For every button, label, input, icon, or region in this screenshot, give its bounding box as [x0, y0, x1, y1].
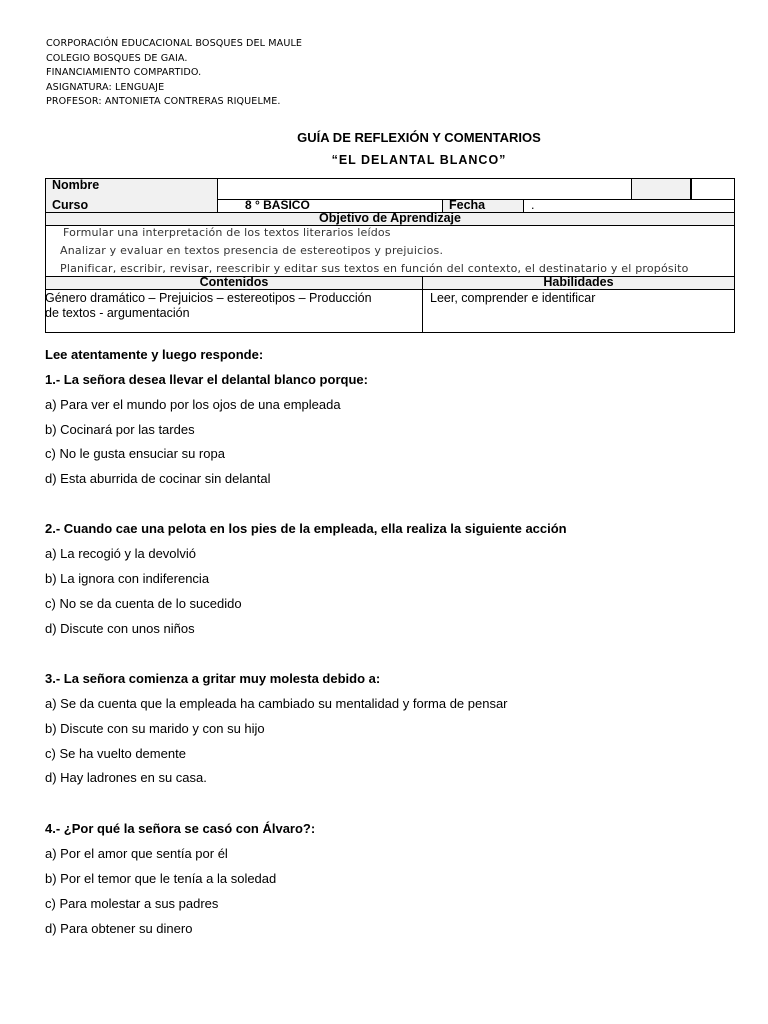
- instruction-text: Lee atentamente y luego responde:: [45, 347, 264, 362]
- question-4-option-d: d) Para obtener su dinero: [45, 921, 193, 936]
- question-3-option-b: b) Discute con su marido y con su hijo: [45, 721, 265, 736]
- question-2-option-a: a) La recogió y la devolvió: [45, 546, 197, 561]
- question-1-option-c: c) No le gusta ensuciar su ropa: [45, 446, 225, 461]
- habilidades-header: Habilidades: [543, 275, 614, 289]
- question-2-option-c: c) No se da cuenta de lo sucedido: [45, 596, 242, 611]
- fecha-label: Fecha: [449, 198, 486, 212]
- document-title: GUÍA DE REFLEXIÓN Y COMENTARIOS: [297, 130, 541, 145]
- question-2-option-b: b) La ignora con indiferencia: [45, 571, 210, 586]
- header-line-subject: ASIGNATURA: LENGUAJE: [46, 81, 165, 93]
- question-4-option-c: c) Para molestar a sus padres: [45, 896, 219, 911]
- contenidos-line-2: de textos - argumentación: [45, 306, 190, 320]
- question-4-option-a: a) Por el amor que sentía por él: [45, 846, 228, 861]
- question-1-option-b: b) Cocinará por las tardes: [45, 422, 195, 437]
- info-table: [45, 178, 735, 333]
- header-line-financing: FINANCIAMIENTO COMPARTIDO.: [46, 67, 202, 78]
- question-3-option-c: c) Se ha vuelto demente: [45, 746, 186, 761]
- question-3-option-a: a) Se da cuenta que la empleada ha cambiado su mentalidad y forma de pensar: [45, 696, 508, 711]
- question-1-option-d: d) Esta aburrida de cocinar sin delantal: [45, 471, 271, 486]
- contenidos-header: Contenidos: [199, 275, 269, 289]
- question-1-option-a: a) Para ver el mundo por los ojos de una empleada: [45, 397, 341, 412]
- question-2: 2.- Cuando cae una pelota en los pies de la empleada, ella realiza la siguiente acción: [45, 521, 567, 536]
- habilidades-text: Leer, comprender e identificar: [430, 291, 596, 305]
- document-subtitle: “EL DELANTAL BLANCO”: [331, 153, 507, 167]
- question-2-option-d: d) Discute con unos niños: [45, 621, 195, 636]
- curso-label: Curso: [52, 198, 89, 212]
- header-line-teacher: PROFESOR: ANTONIETA CONTRERAS RIQUELME.: [46, 96, 281, 107]
- question-3-option-d: d) Hay ladrones en su casa.: [45, 770, 207, 785]
- question-3: 3.- La señora comienza a gritar muy molesta debido a:: [45, 671, 381, 686]
- objetivo-header: Objetivo de Aprendizaje: [319, 211, 461, 225]
- extra-cell-1: [631, 178, 691, 200]
- header-line-corporation: CORPORACIÓN EDUCACIONAL BOSQUES DEL MAULE: [46, 38, 303, 49]
- question-1: 1.- La señora desea llevar el delantal blanco porque:: [45, 372, 368, 387]
- question-4: 4.- ¿Por qué la señora se casó con Álvaro?:: [45, 821, 316, 836]
- fecha-value: .: [531, 198, 535, 212]
- objetivo-item-1: Formular una interpretación de los textos literarios leídos: [63, 226, 391, 239]
- nombre-label: Nombre: [52, 178, 100, 192]
- extra-cell-2[interactable]: [691, 178, 735, 200]
- objetivo-item-3: Planificar, escribir, revisar, reescribir y editar sus textos en función del contexto, el destinatario y el propósito: [60, 262, 689, 275]
- header-line-school: COLEGIO BOSQUES DE GAIA.: [46, 52, 188, 64]
- objetivo-item-2: Analizar y evaluar en textos presencia de estereotipos y prejuicios.: [60, 244, 444, 257]
- curso-value: 8 ° BASICO: [245, 198, 310, 212]
- contenidos-line-1: Género dramático – Prejuicios – estereotipos – Producción: [45, 291, 372, 305]
- nombre-field[interactable]: [217, 178, 632, 200]
- question-4-option-b: b) Por el temor que le tenía a la soledad: [45, 871, 277, 886]
- school-header: [46, 37, 302, 110]
